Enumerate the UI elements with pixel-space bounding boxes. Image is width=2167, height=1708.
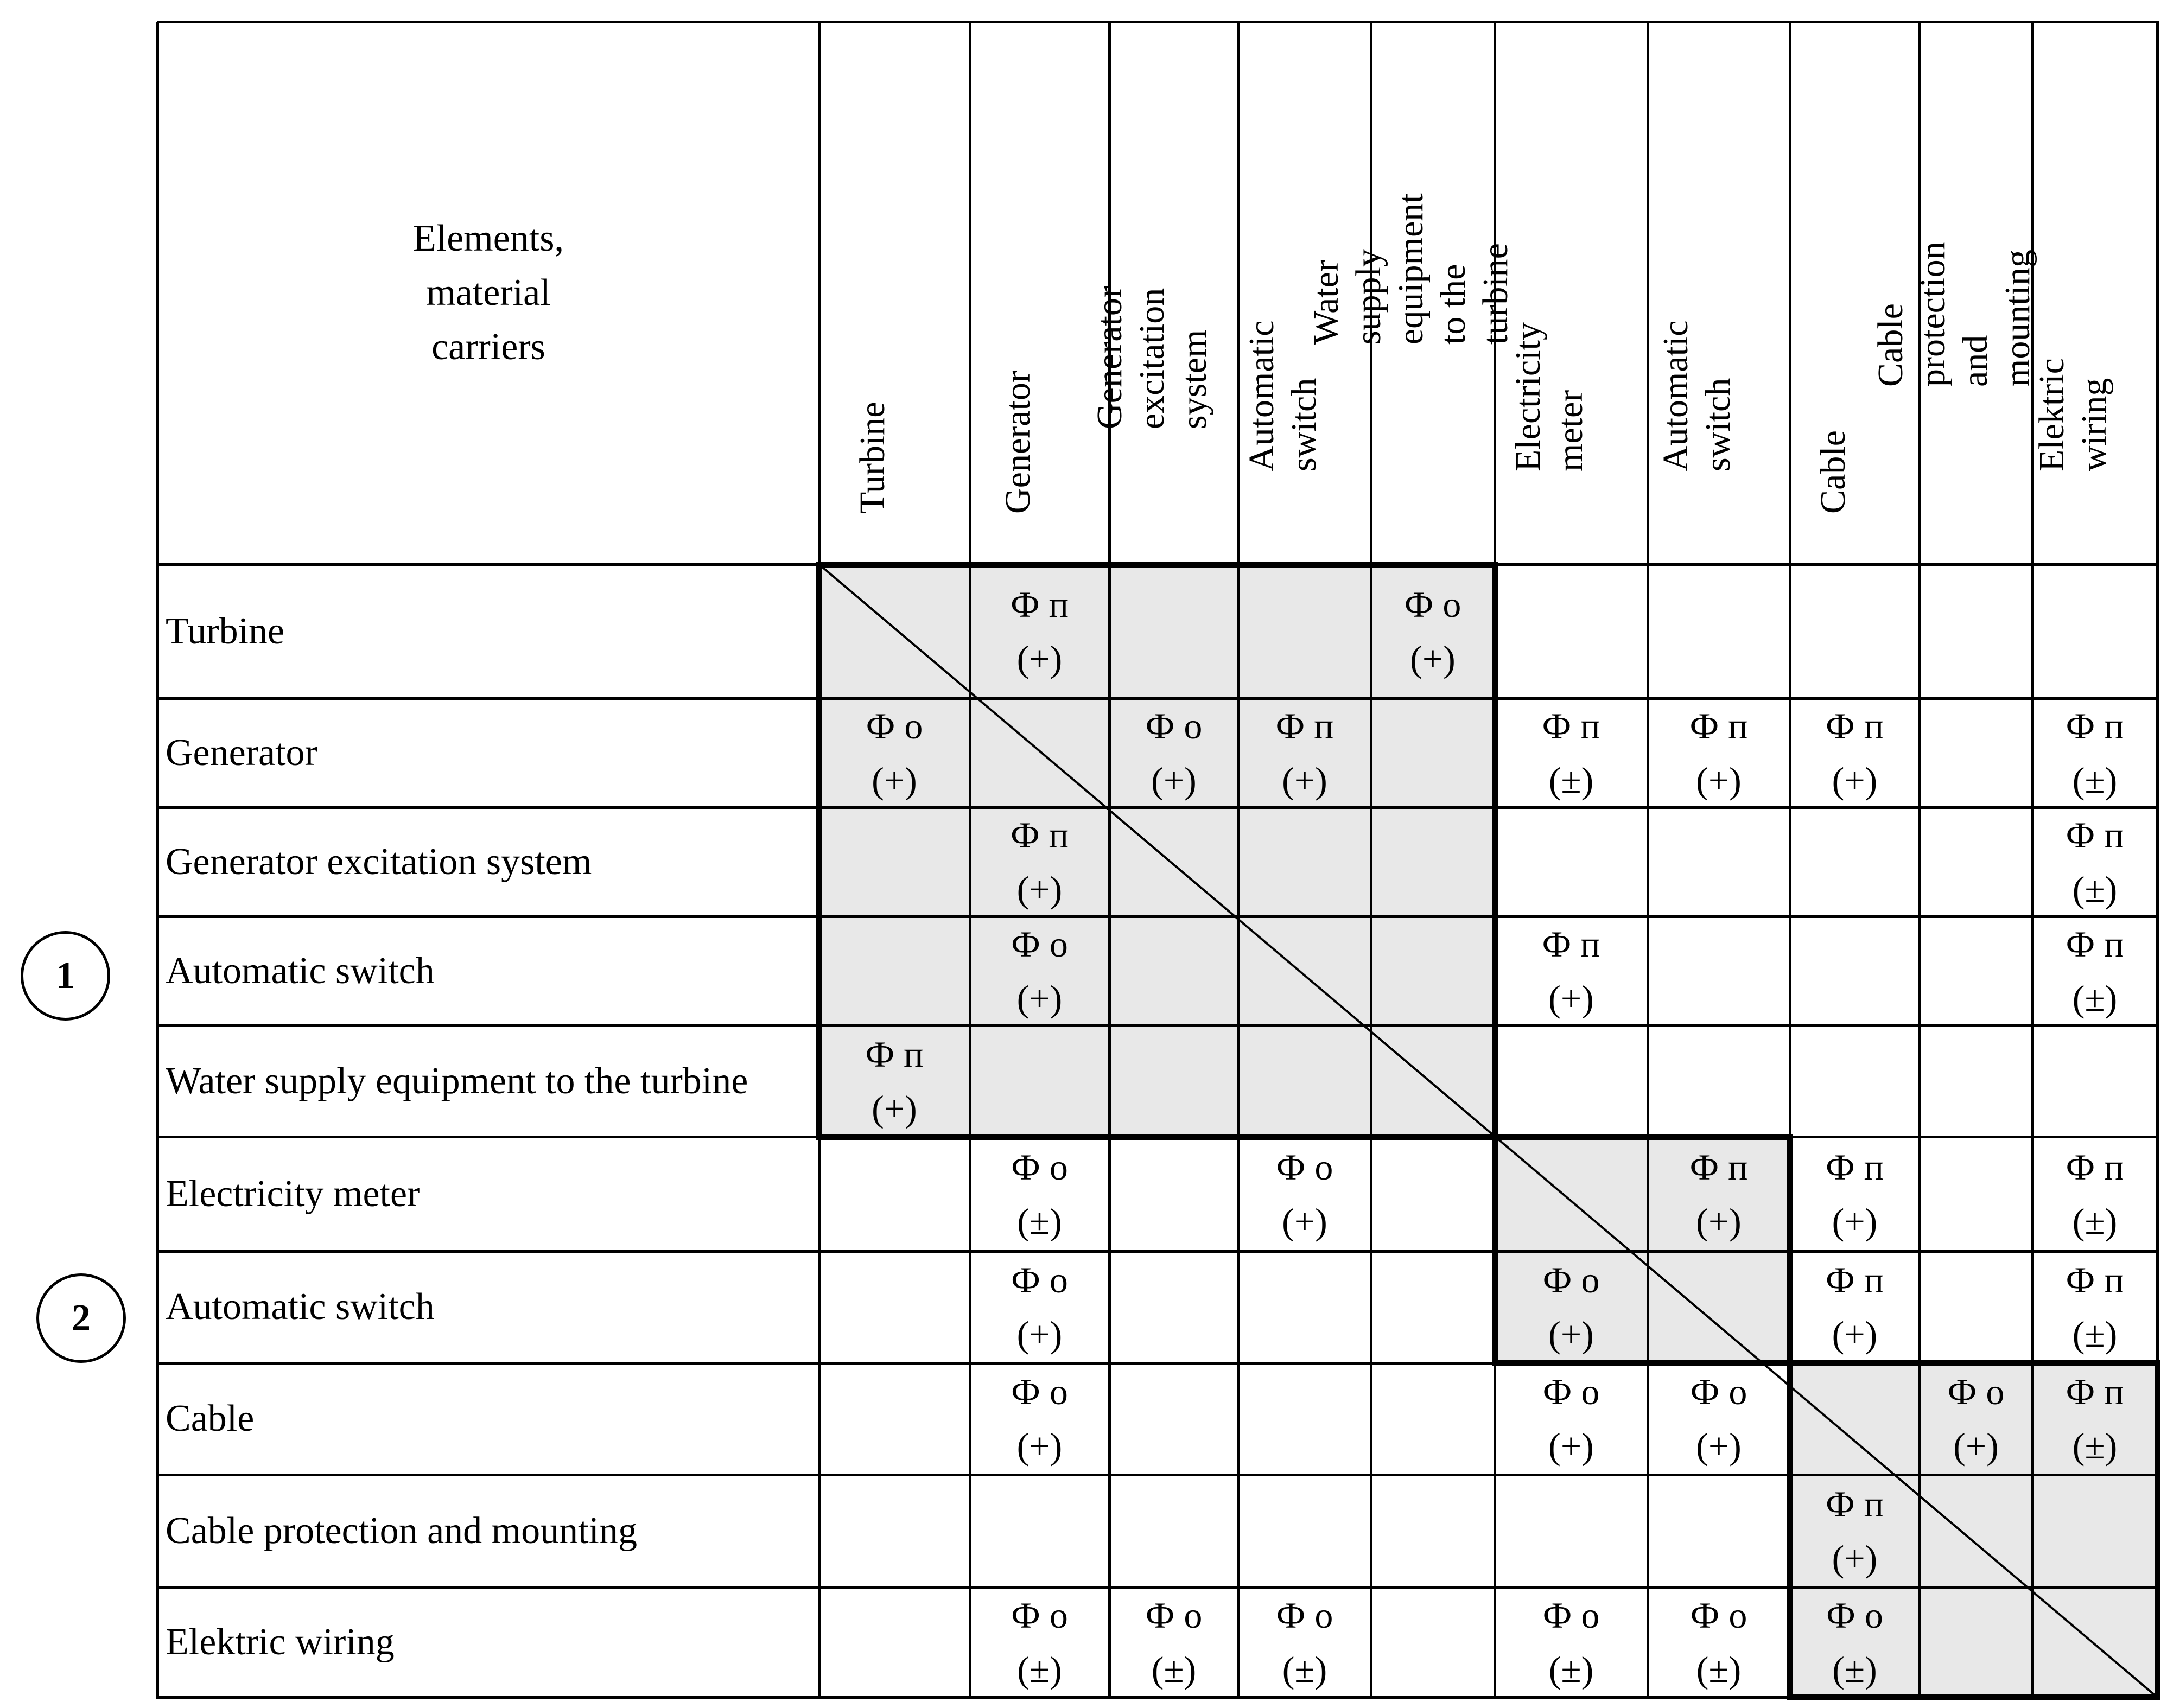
cell-flow-type: Ф п bbox=[2066, 1371, 2124, 1412]
cell-sign: (+) bbox=[1548, 1425, 1594, 1467]
cell-sign: (+) bbox=[1832, 1537, 1878, 1579]
cell-flow-type: Ф о bbox=[1011, 1146, 1068, 1188]
cell-flow-type: Ф п bbox=[1825, 1146, 1884, 1188]
cell-sign: (+) bbox=[1696, 1200, 1742, 1242]
column-header-text: Electricity meter bbox=[1508, 322, 1590, 471]
cell-flow-type: Ф п bbox=[1542, 705, 1600, 747]
cell-sign: (+) bbox=[872, 1087, 917, 1129]
column-header-text: Elektric wiring bbox=[2032, 358, 2114, 471]
cell-sign: (+) bbox=[1282, 1200, 1327, 1242]
cell-sign: (+) bbox=[872, 759, 917, 801]
cell-flow-type: Ф о bbox=[1690, 1371, 1747, 1412]
diagonal bbox=[819, 564, 2157, 1697]
cell-flow-type: Ф п bbox=[1689, 705, 1748, 747]
cell-sign: (+) bbox=[1016, 1425, 1063, 1467]
cell-flow-type: Ф п bbox=[1275, 705, 1334, 747]
cell-sign: (±) bbox=[1832, 1648, 1877, 1690]
cell-flow-type: Ф п bbox=[1825, 1259, 1884, 1301]
cell-sign: (±) bbox=[2072, 759, 2118, 801]
cell-sign: (+) bbox=[1016, 638, 1063, 679]
cell-flow-type: Ф о bbox=[1011, 923, 1068, 965]
row-header: Automatic switch bbox=[166, 949, 435, 992]
cell-sign: (+) bbox=[1696, 1425, 1742, 1467]
cell-flow-type: Ф о bbox=[1011, 1259, 1068, 1301]
column-header-text: Cable bbox=[1813, 430, 1853, 514]
row-header: Cable bbox=[166, 1398, 255, 1439]
cell-sign: (+) bbox=[1016, 1314, 1063, 1355]
cell-flow-type: Ф о bbox=[1690, 1594, 1747, 1636]
cell-flow-type: Ф о bbox=[1826, 1594, 1883, 1636]
cell-flow-type: Ф о bbox=[1276, 1594, 1333, 1636]
column-header-text: Cable protection and mounting bbox=[1871, 241, 2037, 387]
cell-flow-type: Ф о bbox=[1276, 1146, 1333, 1188]
cell-sign: (+) bbox=[1282, 759, 1327, 801]
cell-sign: (±) bbox=[1017, 1648, 1062, 1690]
column-header-text: Turbine bbox=[853, 401, 892, 514]
cell-sign: (±) bbox=[2072, 868, 2118, 910]
cell-sign: (+) bbox=[1016, 868, 1063, 910]
row-header: Generator excitation system bbox=[166, 840, 592, 883]
cell-sign: (±) bbox=[1151, 1648, 1197, 1690]
cell-sign: (+) bbox=[1832, 1200, 1878, 1242]
row-header: Elektric wiring bbox=[166, 1621, 395, 1663]
cell-flow-type: Ф о bbox=[1404, 583, 1461, 625]
cell-flow-type: Ф п bbox=[1825, 1483, 1884, 1525]
cell-sign: (+) bbox=[1696, 759, 1742, 801]
column-header-text: Water supply equipment to the turbine bbox=[1306, 193, 1515, 345]
cell-flow-type: Ф п bbox=[1010, 583, 1069, 625]
cell-flow-type: Ф о bbox=[1542, 1259, 1600, 1301]
cell-flow-type: Ф п bbox=[1010, 814, 1069, 856]
cell-sign: (±) bbox=[2072, 1425, 2118, 1467]
column-header-text: Automatic switch bbox=[1242, 320, 1324, 471]
cell-flow-type: Ф п bbox=[2066, 1259, 2124, 1301]
corner-header-text: Elements, material carriers bbox=[413, 218, 564, 368]
row-header: Electricity meter bbox=[166, 1172, 420, 1215]
row-header: Automatic switch bbox=[166, 1286, 435, 1328]
row-header: Water supply equipment to the turbine bbox=[166, 1060, 748, 1102]
cell-flow-type: Ф о bbox=[1542, 1371, 1600, 1412]
cell-flow-type: Ф о bbox=[1011, 1371, 1068, 1412]
cell-flow-type: Ф п bbox=[2066, 923, 2124, 965]
row-header: Turbine bbox=[166, 610, 285, 652]
cell-flow-type: Ф о bbox=[1145, 705, 1203, 747]
cell-flow-type: Ф о bbox=[1145, 1594, 1203, 1636]
cell-sign: (±) bbox=[1017, 1200, 1062, 1242]
cell-flow-type: Ф п bbox=[1542, 923, 1600, 965]
cell-sign: (±) bbox=[1696, 1648, 1742, 1690]
column-header-text: Automatic switch bbox=[1656, 320, 1738, 471]
cell-flow-type: Ф п bbox=[1689, 1146, 1748, 1188]
cell-flow-type: Ф п bbox=[2066, 814, 2124, 856]
column-header-text: Generator excitation system bbox=[1090, 286, 1214, 429]
cell-sign: (+) bbox=[1410, 638, 1456, 679]
cell-sign: (±) bbox=[2072, 1200, 2118, 1242]
cell-sign: (+) bbox=[1548, 977, 1594, 1019]
cell-sign: (+) bbox=[1548, 1314, 1594, 1355]
group-marker-1-text: 1 bbox=[56, 954, 75, 997]
cell-sign: (+) bbox=[1832, 1314, 1878, 1355]
cell-flow-type: Ф п bbox=[865, 1033, 924, 1075]
cell-flow-type: Ф о bbox=[1542, 1594, 1600, 1636]
row-header: Cable protection and mounting bbox=[166, 1509, 637, 1552]
cell-flow-type: Ф п bbox=[2066, 1146, 2124, 1188]
cell-sign: (±) bbox=[1282, 1648, 1327, 1690]
cell-sign: (±) bbox=[2072, 977, 2118, 1019]
cell-sign: (±) bbox=[2072, 1314, 2118, 1355]
cell-sign: (+) bbox=[1832, 759, 1878, 801]
row-header: Generator bbox=[166, 731, 317, 774]
cell-sign: (±) bbox=[1548, 759, 1594, 801]
cell-flow-type: Ф о bbox=[1947, 1371, 2005, 1412]
cell-sign: (+) bbox=[1151, 759, 1197, 801]
cell-flow-type: Ф п bbox=[2066, 705, 2124, 747]
cell-flow-type: Ф п bbox=[1825, 705, 1884, 747]
cell-sign: (+) bbox=[1953, 1425, 1999, 1467]
cell-flow-type: Ф о bbox=[866, 705, 923, 747]
cell-flow-type: Ф о bbox=[1011, 1594, 1068, 1636]
cell-sign: (+) bbox=[1016, 977, 1063, 1019]
group-marker-2-text: 2 bbox=[72, 1297, 91, 1339]
column-header-text: Generator bbox=[997, 371, 1038, 514]
cell-sign: (±) bbox=[1548, 1648, 1594, 1690]
